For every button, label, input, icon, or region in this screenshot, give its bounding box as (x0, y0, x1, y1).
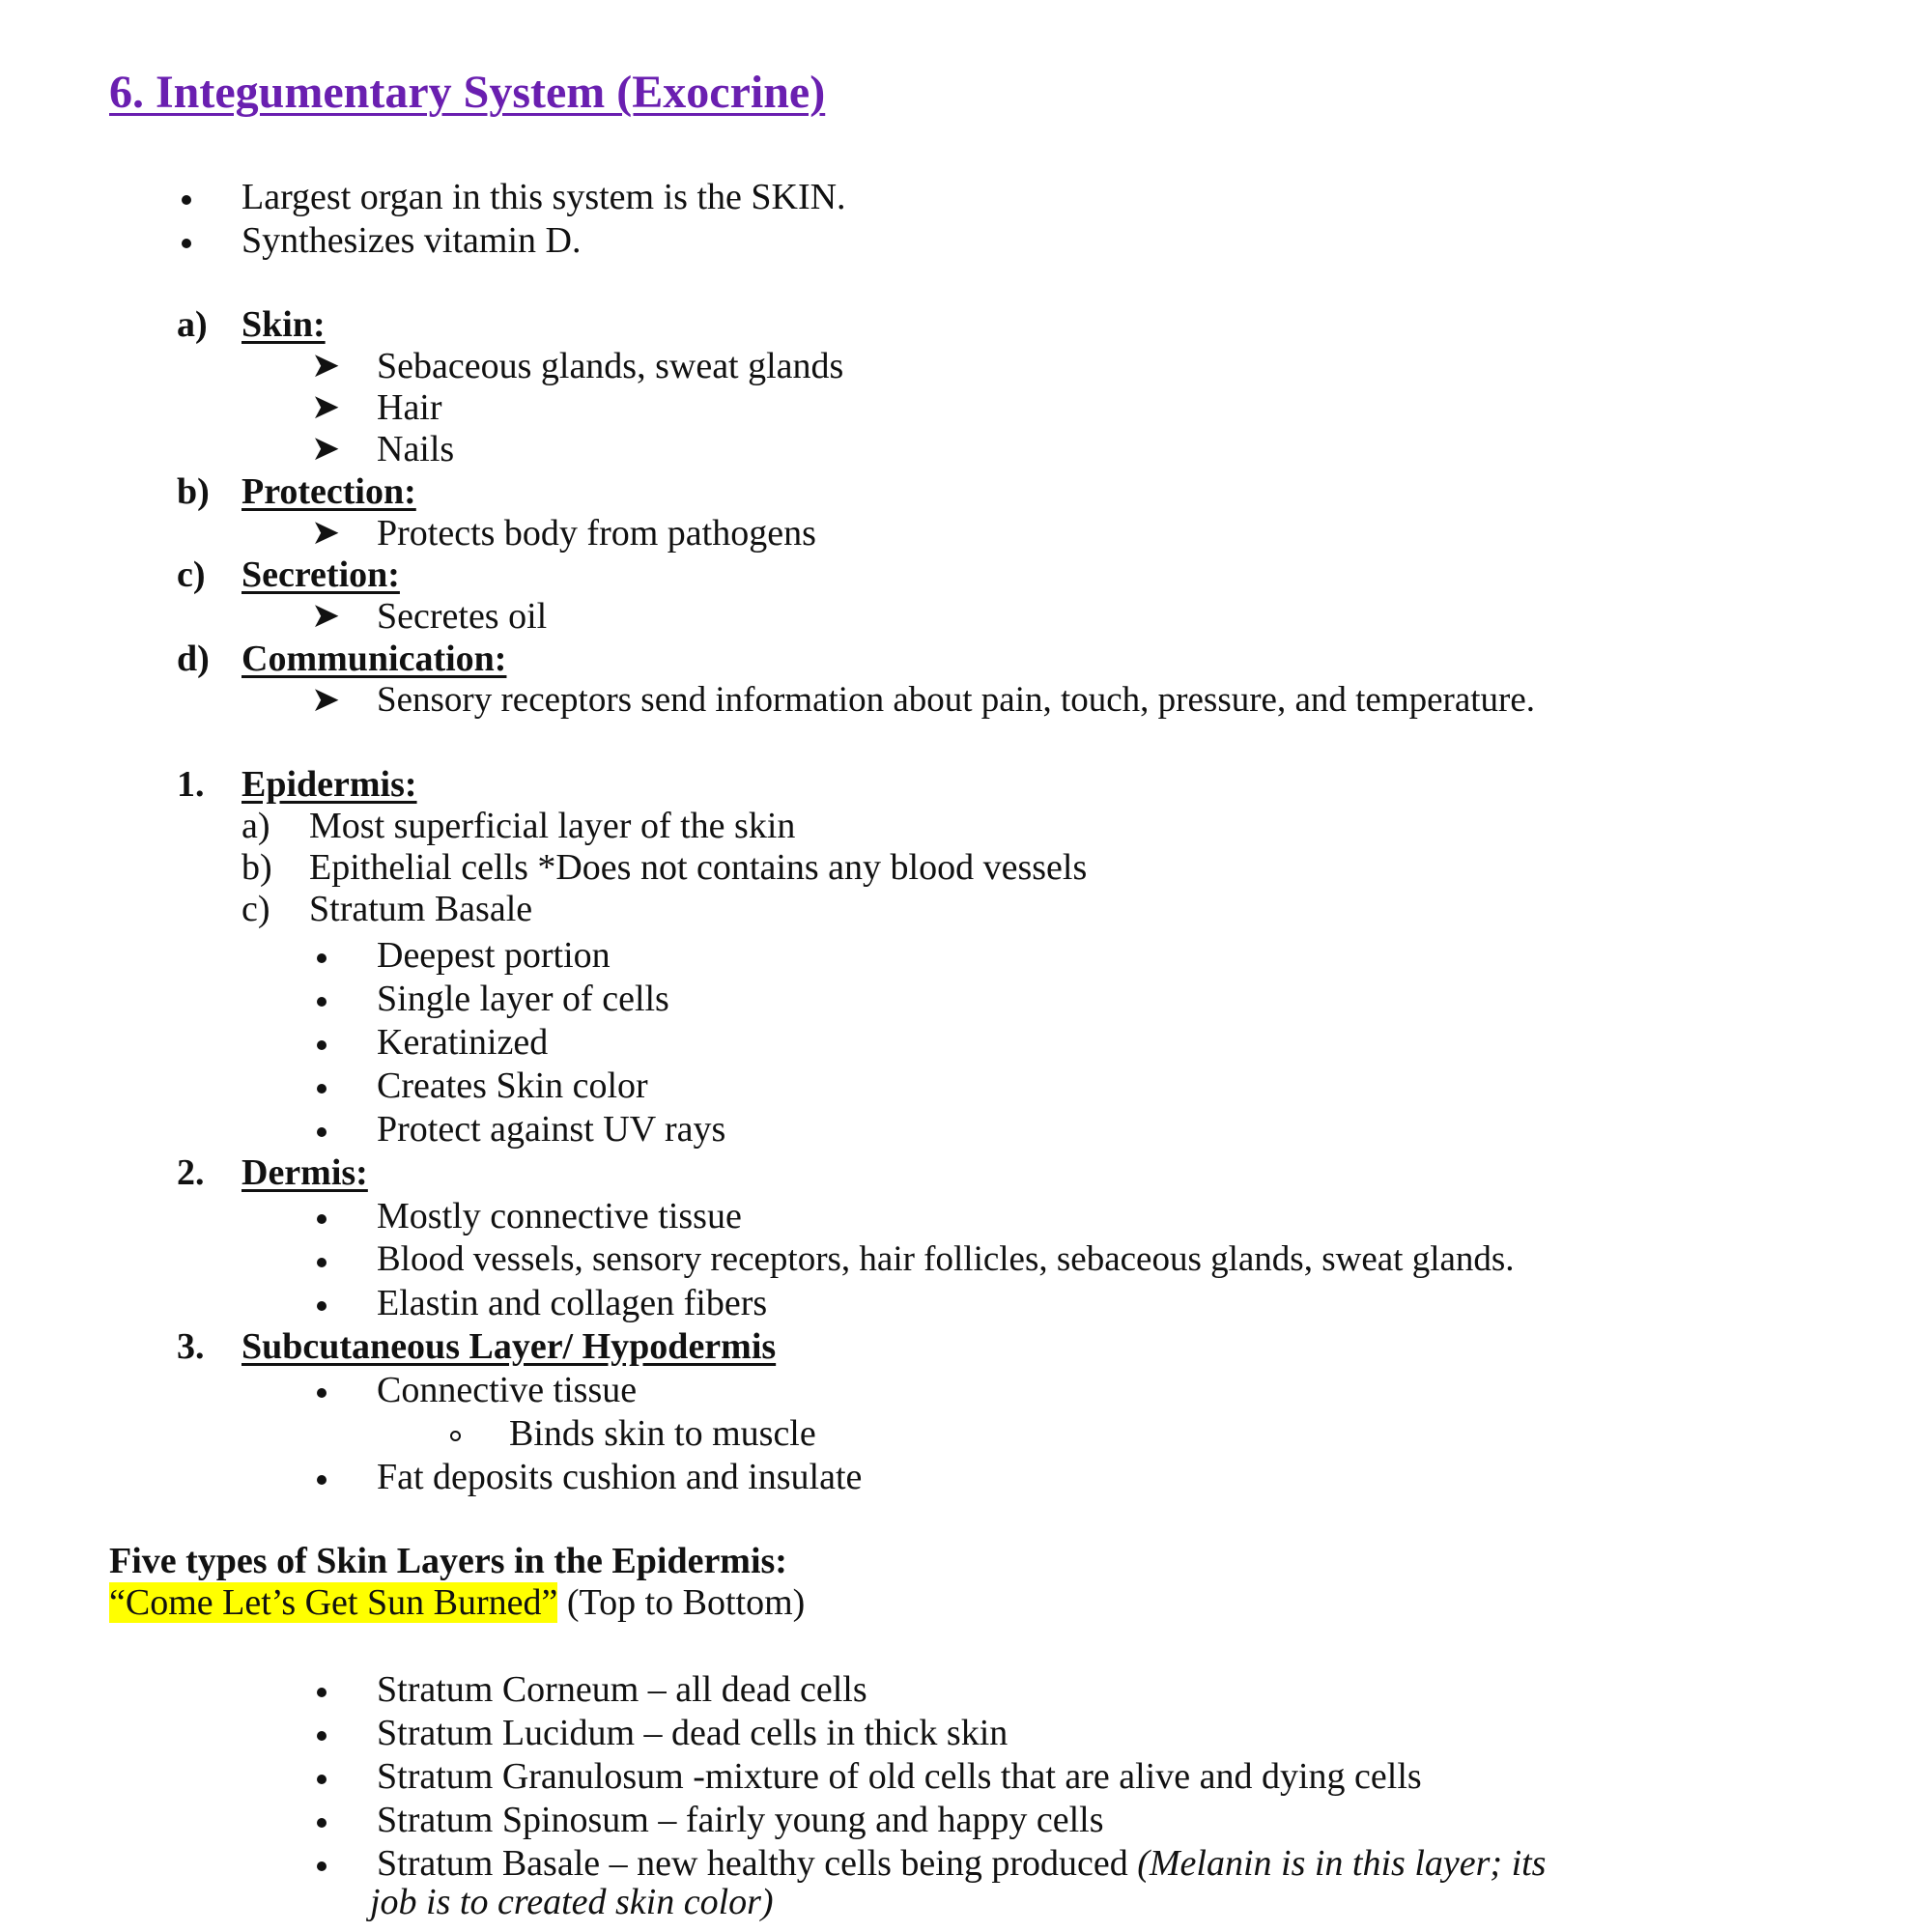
section-heading-communication: Communication: (242, 639, 507, 679)
stratum-item-basale (377, 1842, 1546, 1885)
mnemonic-line (109, 1581, 805, 1624)
bullet-dot (317, 1040, 327, 1050)
sub-item: Epithelial cells *Does not contains any blood vessels (309, 847, 1088, 888)
section-heading-skin: Skin: (242, 304, 326, 345)
sub-label: b) (242, 847, 272, 888)
bullet-dot (317, 1688, 327, 1697)
section-item: Protects body from pathogens (377, 513, 816, 554)
section-label: c) (177, 554, 206, 595)
sub-label: a) (242, 806, 270, 846)
stratum-item: Stratum Corneum – all dead cells (377, 1669, 867, 1710)
stratum-item-text: Stratum Basale – new healthy cells being produced (377, 1843, 1128, 1884)
arrow-bullet-icon: ➤ (311, 596, 341, 636)
dermis-bullet: Blood vessels, sensory receptors, hair follicles, sebaceous glands, sweat glands. (377, 1239, 1515, 1279)
sub-item: Most superficial layer of the skin (309, 806, 796, 846)
epidermis-bullet: Single layer of cells (377, 979, 669, 1019)
bullet-dot (317, 1214, 327, 1224)
bullet-dot (317, 1818, 327, 1828)
section-label: b) (177, 471, 210, 512)
sub-label: c) (242, 889, 270, 929)
sub-item: Stratum Basale (309, 889, 533, 929)
melanin-note: (Melanin is in this layer; its (1137, 1843, 1547, 1884)
bullet-dot (317, 1127, 327, 1137)
arrow-bullet-icon: ➤ (311, 680, 341, 720)
epidermis-bullet: Deepest portion (377, 935, 611, 976)
bullet-dot (182, 195, 191, 205)
section-label: a) (177, 304, 208, 345)
section-heading-protection: Protection: (242, 471, 416, 512)
section-item: Sebaceous glands, sweat glands (377, 346, 844, 386)
section-item: Secretes oil (377, 596, 548, 637)
mnemonic-highlight: “Come Let’s Get Sun Burned” (109, 1582, 558, 1623)
bullet-dot (317, 1775, 327, 1784)
epidermis-bullet: Protect against UV rays (377, 1109, 726, 1150)
intro-item: Largest organ in this system is the SKIN. (242, 177, 846, 217)
arrow-bullet-icon: ➤ (311, 387, 341, 427)
subcutaneous-bullet: Connective tissue (377, 1370, 638, 1410)
subcutaneous-subbullet: Binds skin to muscle (509, 1413, 816, 1454)
arrow-bullet-icon: ➤ (311, 513, 341, 553)
arrow-bullet-icon: ➤ (311, 346, 341, 385)
subcutaneous-bullet: Fat deposits cushion and insulate (377, 1457, 863, 1497)
layer-number: 3. (177, 1326, 205, 1367)
bullet-dot (317, 1301, 327, 1311)
section-item: Hair (377, 387, 442, 428)
layer-number: 1. (177, 764, 205, 805)
bullet-dot (317, 1258, 327, 1267)
dermis-bullet: Mostly connective tissue (377, 1196, 742, 1236)
section-label: d) (177, 639, 210, 679)
bullet-dot (317, 1731, 327, 1741)
melanin-note-continued: job is to created skin color) (370, 1882, 774, 1922)
epidermis-bullet: Creates Skin color (377, 1065, 648, 1106)
bullet-dot (317, 1084, 327, 1094)
five-types-heading: Five types of Skin Layers in the Epidermis: (109, 1541, 787, 1581)
bullet-dot (182, 239, 191, 248)
page-title: 6. Integumentary System (Exocrine) (109, 67, 826, 118)
bullet-dot (317, 1388, 327, 1398)
intro-item: Synthesizes vitamin D. (242, 220, 582, 261)
layer-number: 2. (177, 1152, 205, 1193)
order-note: (Top to Bottom) (566, 1582, 806, 1623)
arrow-bullet-icon: ➤ (311, 429, 341, 469)
stratum-item: Stratum Granulosum -mixture of old cells that are alive and dying cells (377, 1756, 1422, 1797)
stratum-item: Stratum Lucidum – dead cells in thick skin (377, 1713, 1009, 1753)
circle-bullet-icon (450, 1431, 461, 1441)
bullet-dot (317, 1475, 327, 1485)
bullet-dot (317, 997, 327, 1007)
layer-heading-epidermis: Epidermis: (242, 764, 417, 805)
section-item: Sensory receptors send information about pain, touch, pressure, and temperature. (377, 680, 1536, 720)
layer-heading-subcutaneous: Subcutaneous Layer/ Hypodermis (242, 1326, 777, 1367)
epidermis-bullet: Keratinized (377, 1022, 549, 1063)
section-heading-secretion: Secretion: (242, 554, 400, 595)
bullet-dot (317, 1861, 327, 1871)
bullet-dot (317, 953, 327, 963)
section-item: Nails (377, 429, 455, 469)
stratum-item: Stratum Spinosum – fairly young and happy cells (377, 1800, 1104, 1840)
dermis-bullet: Elastin and collagen fibers (377, 1283, 768, 1323)
layer-heading-dermis: Dermis: (242, 1152, 368, 1193)
